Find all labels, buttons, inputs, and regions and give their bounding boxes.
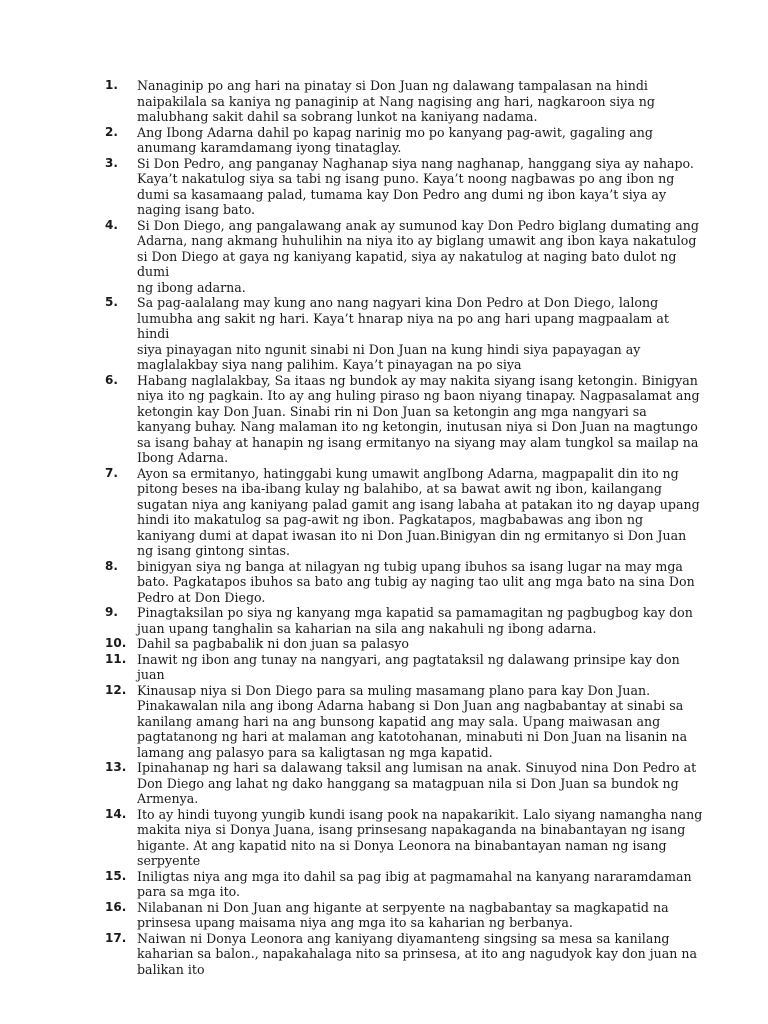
list-item [105, 683, 705, 761]
item-text: Inawit ng ibon ang tunay na nangyari, ang pagtataksil ng dalawang prinsipe kay don juan [137, 651, 680, 682]
item-number: 7. [105, 465, 118, 480]
item-text: Ito ay hindi tuyong yungib kundi isang pook na napakarikit. Lalo siyang namangha nang makita niya si Donya Juana, isang prinsesang napakaganda na binabantayan ng isang higante. At ang kapatid nito na si Donya Leonora na binabantayan naman ng isang serpyente [137, 806, 703, 868]
item-text: Nilabanan ni Don Juan ang higante at serpyente na nagbabantay sa magkapatid na prinsesa upang maisama niya ang mga ito sa kaharian ng berbanya. [137, 899, 669, 930]
list-item [105, 807, 705, 869]
item-text: Si Don Diego, ang pangalawang anak ay sumunod kay Don Pedro biglang dumating ang Adarna, nang akmang huhulihin na niya ito ay biglang umawit ang ibon kaya nakatulog si Don Diego at gaya ng kaniyang kapatid, siya ay nakatulog at naging bato dulot ng dumi ng ibong adarna. [137, 217, 699, 295]
list-item [105, 373, 705, 466]
item-text: Ayon sa ermitanyo, hatinggabi kung umawit angIbong Adarna, magpapalit din ito ng pitong beses na iba-ibang kulay ng balahibo, at sa bawat awit ng ibon, kailangang sugatan niya ang kaniyang palad gamit ang isang labaha at patakan ito ng dayap upang hindi ito makatulog sa pag-awit ng ibon. Pagkatapos, magbabawas ang ibon ng kaniyang dumi at dapat iwasan ito ni Don Juan.Binigyan din ng ermitanyo si Don Juan ng isang gintong sintas. [137, 465, 700, 558]
list-item [105, 125, 705, 156]
item-text: binigyan siya ng banga at nilagyan ng tubig upang ibuhos sa isang lugar na may mga bato. Pagkatapos ibuhos sa bato ang tubig ay naging tao ulit ang mga bato na sina Don Pedro at Don Diego. [137, 558, 695, 605]
item-text: Ang Ibong Adarna dahil po kapag narinig mo po kanyang pag-awit, gagaling ang anumang karamdamang iyong tinataglay. [137, 124, 653, 155]
list-item [105, 760, 705, 807]
item-number: 12. [105, 682, 127, 697]
item-number: 4. [105, 217, 118, 232]
item-text: Si Don Pedro, ang panganay Naghanap siya nang naghanap, hanggang siya ay nahapo. Kaya’t nakatulog siya sa tabi ng isang puno. Kaya’t noong nagbawas po ang ibon ng dumi sa kasamaang palad, tumama kay Don Pedro ang dumi ng ibon kaya’t siya ay naging isang bato. [137, 155, 694, 217]
item-number: 2. [105, 124, 118, 139]
item-number: 13. [105, 760, 127, 774]
item-text: Kinausap niya si Don Diego para sa muling masamang plano para kay Don Juan. Pinakawalan nila ang ibong Adarna habang si Don Juan ang nagbabantay at sinabi sa kanilang amang hari na ang bunsong kapatid ang may sala. Upang maiwasan ang pagtatanong ng hari at malaman ang katotohanan, minabuti ni Don Juan na lisanin na lamang ang palasyo para sa kaligtasan ng mga kapatid. [137, 682, 688, 760]
list-item [105, 869, 705, 900]
item-number: 16. [105, 899, 127, 914]
list-item [105, 931, 705, 978]
list-item [105, 652, 705, 683]
item-text: Sa pag-aalalang may kung ano nang nagyari kina Don Pedro at Don Diego, lalong lumubha ang sakit ng hari. Kaya’t hnarap niya na po ang hari upang magpaalam at hindi siya pinayagan nito ngunit sinabi ni Don Juan na kung hindi siya papayagan ay maglalakbay siya nang palihim. Kaya’t pinayagan na po siya [137, 295, 669, 372]
item-number: 17. [105, 930, 127, 945]
item-number: 1. [105, 78, 118, 92]
item-number: 6. [105, 372, 118, 387]
item-text: Ipinahanap ng hari sa dalawang taksil ang lumisan na anak. Sinuyod nina Don Pedro at Don Diego ang lahat ng dako hanggang sa matagpuan nila si Don Juan sa bundok ng Armenya. [137, 760, 697, 806]
item-number: 8. [105, 558, 118, 573]
item-number: 14. [105, 806, 127, 821]
list-item [105, 900, 705, 931]
item-number: 15. [105, 868, 127, 883]
list-item [105, 78, 705, 125]
answer-list [105, 78, 705, 977]
item-text: Dahil sa pagbabalik ni don juan sa palasyo [137, 636, 409, 651]
item-number: 5. [105, 295, 118, 309]
item-number: 3. [105, 155, 118, 170]
list-item [105, 466, 705, 559]
item-text: Iniligtas niya ang mga ito dahil sa pag ibig at pagmamahal na kanyang nararamdaman para sa mga ito. [137, 868, 692, 899]
list-item [105, 295, 705, 373]
item-text: Habang naglalakbay, Sa itaas ng bundok ay may nakita siyang isang ketongin. Binigyan niya ito ng pagkain. Ito ay ang huling piraso ng baon niyang tinapay. Nagpasalamat ang ketongin kay Don Juan. Sinabi rin ni Don Juan sa ketongin ang mga nangyari sa kanyang buhay. Nang malaman ito ng ketongin, inutusan niya si Don Juan na magtungo sa isang bahay at hanapin ng isang ermitanyo na siyang may alam tungkol sa mailap na Ibong Adarna. [137, 372, 700, 465]
item-number: 10. [105, 636, 127, 650]
list-item [105, 156, 705, 218]
item-number: 9. [105, 605, 118, 619]
list-item [105, 559, 705, 606]
item-text: Nanaginip po ang hari na pinatay si Don Juan ng dalawang tampalasan na hindi naipakilala sa kaniya ng panaginip at Nang nagising ang hari, nagkaroon siya ng malubhang sakit dahil sa sobrang lunkot na kaniyang nadama. [137, 78, 655, 124]
list-item [105, 636, 705, 652]
list-item [105, 218, 705, 296]
item-text: Pinagtaksilan po siya ng kanyang mga kapatid sa pamamagitan ng pagbugbog kay don juan upang tanghalin sa kaharian na sila ang nakahuli ng ibong adarna. [137, 605, 693, 636]
list-item [105, 605, 705, 636]
item-number: 11. [105, 651, 127, 666]
item-text: Naiwan ni Donya Leonora ang kaniyang diyamanteng singsing sa mesa sa kanilang kaharian sa balon., napakahalaga nito sa prinsesa, at ito ang nagudyok kay don juan na balikan ito [137, 930, 698, 977]
